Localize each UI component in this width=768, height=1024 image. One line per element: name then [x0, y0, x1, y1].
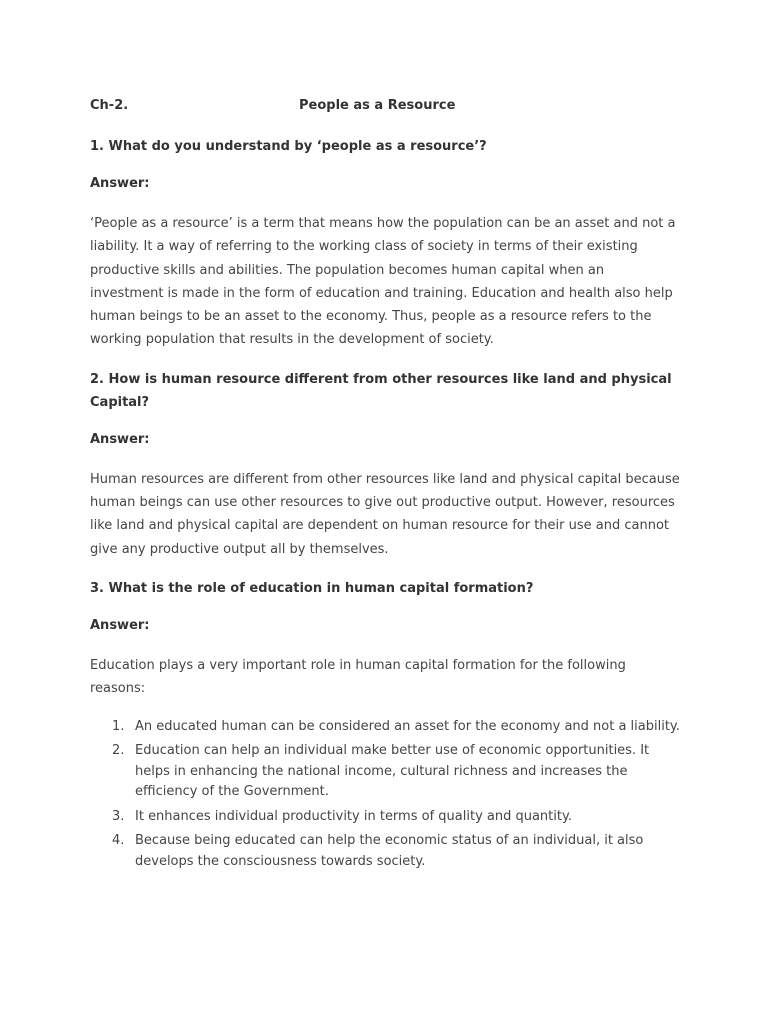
chapter-number: Ch-2.: [90, 98, 129, 113]
list-item: [90, 717, 680, 738]
question-3: 3. What is the role of education in human capital formation?: [90, 580, 534, 596]
list-item-number: 1.: [112, 718, 125, 734]
list-item-text: Because being educated can help the economic status of an individual, it also develops the consciousness towards society.: [135, 833, 644, 869]
question-1: 1. What do you understand by ‘people as a resource’?: [90, 139, 487, 154]
list-item: [90, 741, 680, 803]
answer-3-intro: Education plays a very important role in human capital formation for the following reasons:: [90, 657, 626, 697]
reasons-list: [90, 717, 680, 873]
list-item: [90, 831, 680, 872]
list-item-text: An educated human can be considered an asset for the economy and not a liability.: [135, 718, 680, 734]
answer-label-1: Answer:: [90, 176, 150, 191]
answer-2-text: Human resources are different from other resources like land and physical capital because human beings can use other resources to give out productive output. However, resources like land and physical capital are dependent on human resource for their use and cannot give any productive output all by themselves.: [90, 471, 680, 557]
list-item-text: It enhances individual productivity in terms of quality and quantity.: [135, 808, 572, 824]
list-item-text: Education can help an individual make better use of economic opportunities. It helps in enhancing the national income, cultural richness and increases the efficiency of the Government.: [135, 743, 650, 800]
answer-label-2: Answer:: [90, 431, 150, 447]
question-2: 2. How is human resource different from other resources like land and physical Capital?: [90, 371, 672, 410]
list-item-number: 2.: [112, 743, 125, 759]
answer-1-text: ‘People as a resource’ is a term that means how the population can be an asset and not a liability. It a way of referring to the working class of society in terms of their existing productive skills and abilities. The population becomes human capital when an investment is made in the form of education and training. Education and health also help human beings to be an asset to the economy. Thus, people as a resource refers to the working population that results in the development of society.: [90, 216, 676, 348]
document-page: [90, 96, 680, 876]
list-item-number: 4.: [112, 833, 125, 849]
chapter-title: People as a Resource: [299, 98, 456, 113]
list-item: [90, 807, 680, 828]
answer-label-3: Answer:: [90, 617, 150, 633]
document-header: [90, 96, 680, 116]
list-item-number: 3.: [112, 808, 125, 824]
